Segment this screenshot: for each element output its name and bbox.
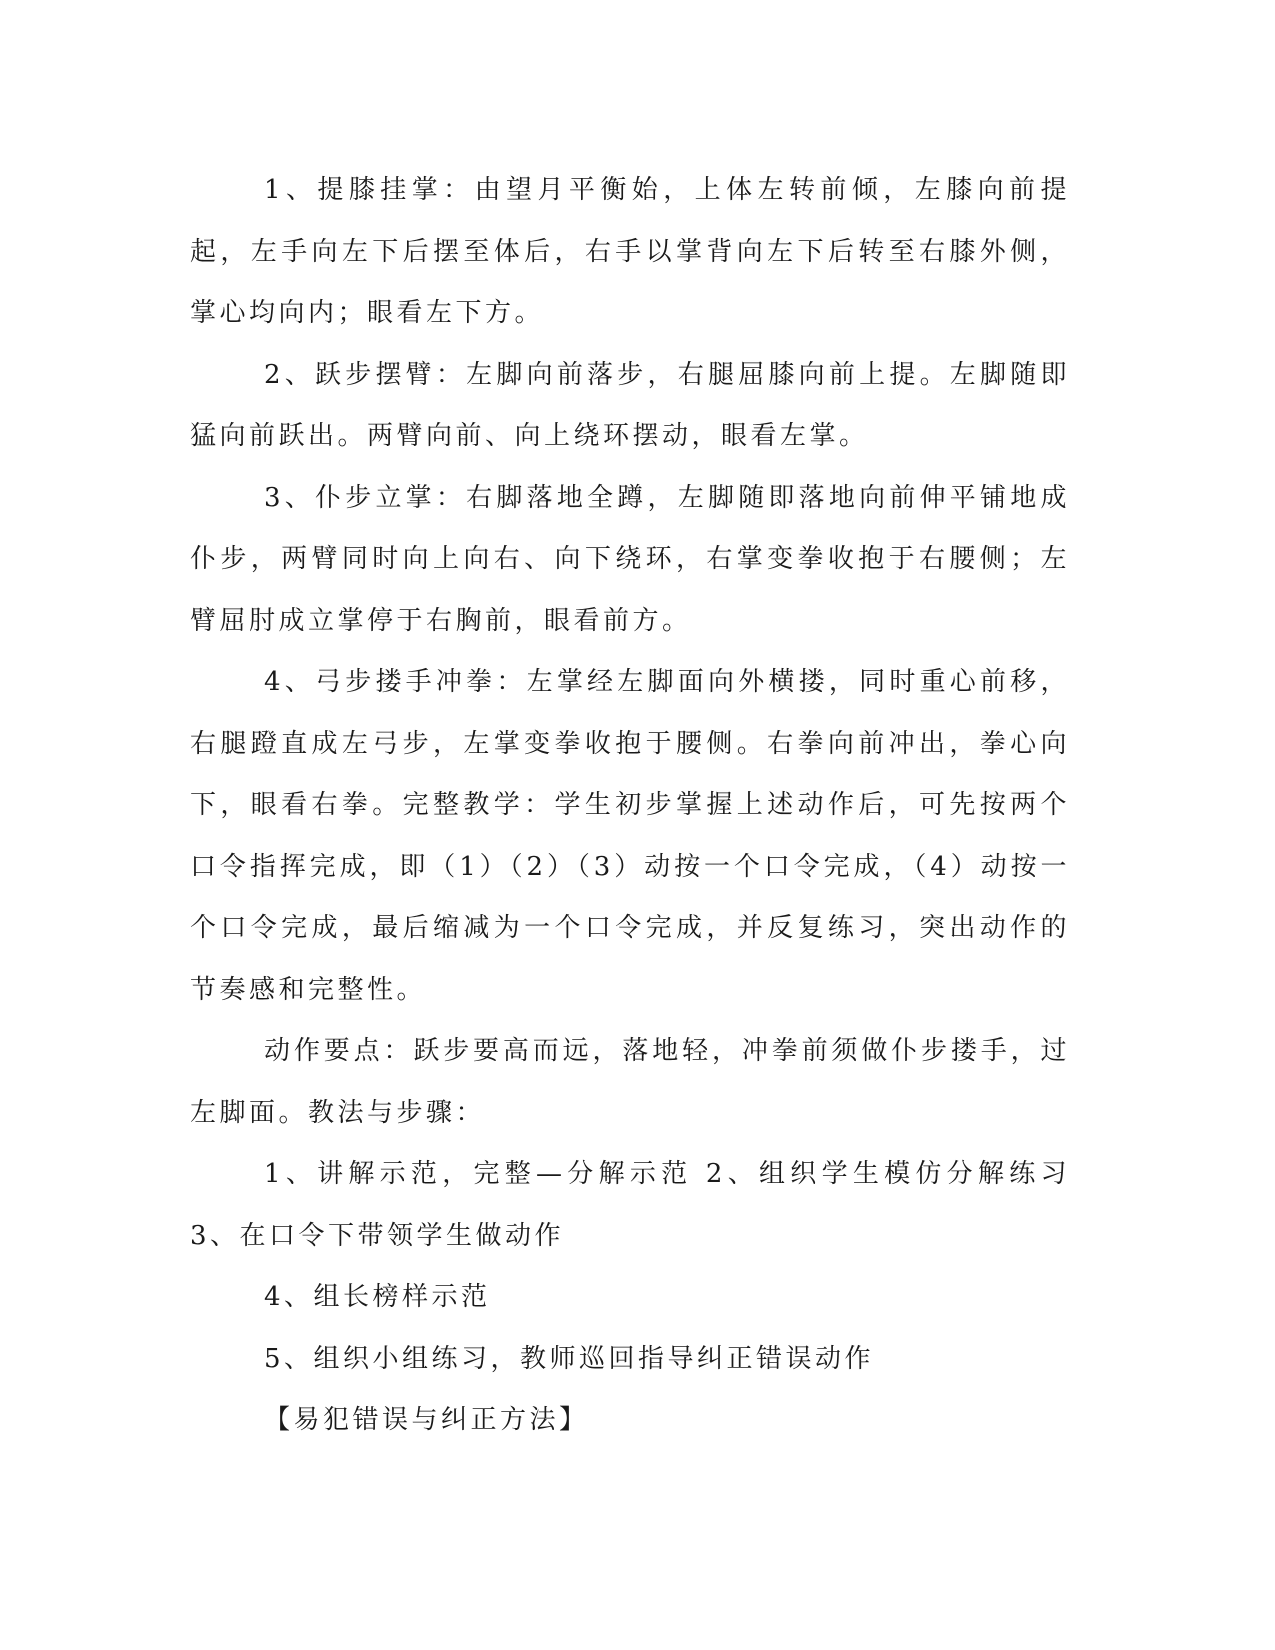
paragraph-crouch-step-standing-palm: 3、仆步立掌：右脚落地全蹲，左脚随即落地向前伸平铺地成仆步，两臂同时向上向右、向下绕环，右掌变拳收抱于右腰侧；左臂屈肘成立掌停于右胸前，眼看前方。 — [190, 482, 1070, 636]
paragraph-knee-lift-hook-palm: 1、提膝挂掌：由望月平衡始，上体左转前倾，左膝向前提起，左手向左下后摆至体后，右手以掌背向左下后转至右膝外侧，掌心均向内；眼看左下方。 — [190, 175, 1070, 328]
paragraph-leap-step-arm-swing: 2、跃步摆臂：左脚向前落步，右腿屈膝向前上提。左脚随即猛向前跃出。两臂向前、向上绕环摆动，眼看左掌。 — [190, 359, 1070, 451]
section-heading: 【易犯错误与纠正方法】 — [264, 1405, 589, 1435]
paragraph-leader-demo: 4、组长榜样示范 — [264, 1282, 491, 1312]
paragraph-key-points: 动作要点：跃步要高而远，落地轻，冲拳前须做仆步搂手，过左脚面。教法与步骤： — [190, 1036, 1070, 1128]
document-body — [190, 160, 1070, 1452]
paragraph-teaching-steps: 1、讲解示范，完整—分解示范 2、组织学生模仿分解练习 3、在口令下带领学生做动作 — [190, 1159, 1070, 1251]
paragraph-group-practice: 5、组织小组练习，教师巡回指导纠正错误动作 — [264, 1343, 875, 1374]
paragraph-bow-step-punch: 4、弓步搂手冲拳：左掌经左脚面向外横搂，同时重心前移，右腿蹬直成左弓步，左掌变拳收抱于腰侧。右拳向前冲出，拳心向下，眼看右拳。完整教学：学生初步掌握上述动作后，可先按两个口令指挥完成，即（1）（2）（3）动按一个口令完成，（4）动按一个口令完成，最后缩减为一个口令完成，并反复练习，突出动作的节奏感和完整性。 — [190, 667, 1070, 1005]
